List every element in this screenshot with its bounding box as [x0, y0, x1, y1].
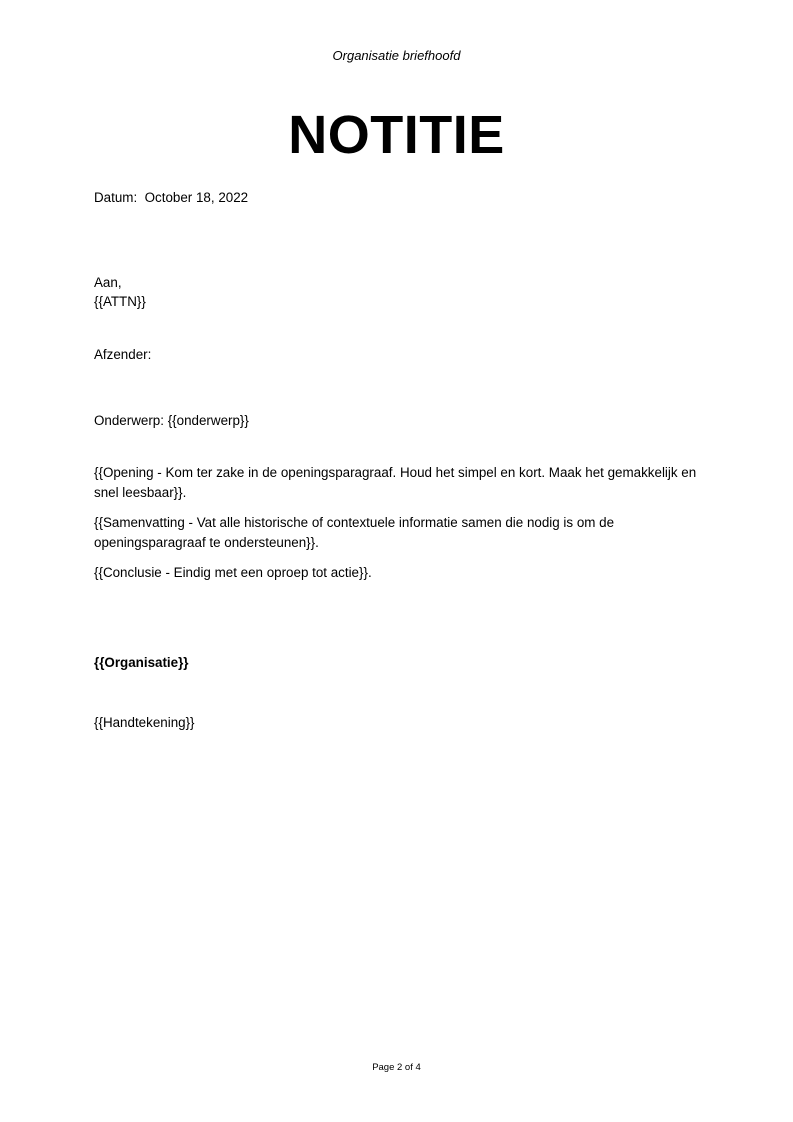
summary-paragraph: {{Samenvatting - Vat alle historische of contextuele informatie samen die nodig is om de openingsparagraaf te ondersteunen}}.: [94, 515, 615, 550]
letterhead: Organisatie briefhoofd: [332, 48, 461, 63]
subject-line: [94, 411, 249, 430]
date-line: [94, 188, 248, 207]
page-number: Page 2 of 4: [372, 1062, 421, 1073]
page-title: NOTITIE: [288, 105, 505, 165]
signature-line: {{Handtekening}}: [94, 715, 195, 730]
recipient-label: Aan,: [94, 275, 122, 290]
subject-label: Onderwerp:: [94, 413, 164, 428]
recipient-value: {{ATTN}}: [94, 294, 146, 309]
organisation-signature: {{Organisatie}}: [94, 655, 189, 670]
conclusion-paragraph: {{Conclusie - Eindig met een oproep tot actie}}.: [94, 565, 372, 580]
date-value: October 18, 2022: [144, 190, 249, 205]
date-label: Datum:: [94, 190, 138, 205]
opening-paragraph: {{Opening - Kom ter zake in de openingsparagraaf. Houd het simpel en kort. Maak het gemakkelijk en snel leesbaar}}.: [94, 465, 697, 500]
subject-value: {{onderwerp}}: [167, 413, 249, 428]
sender-label: Afzender:: [94, 347, 152, 362]
